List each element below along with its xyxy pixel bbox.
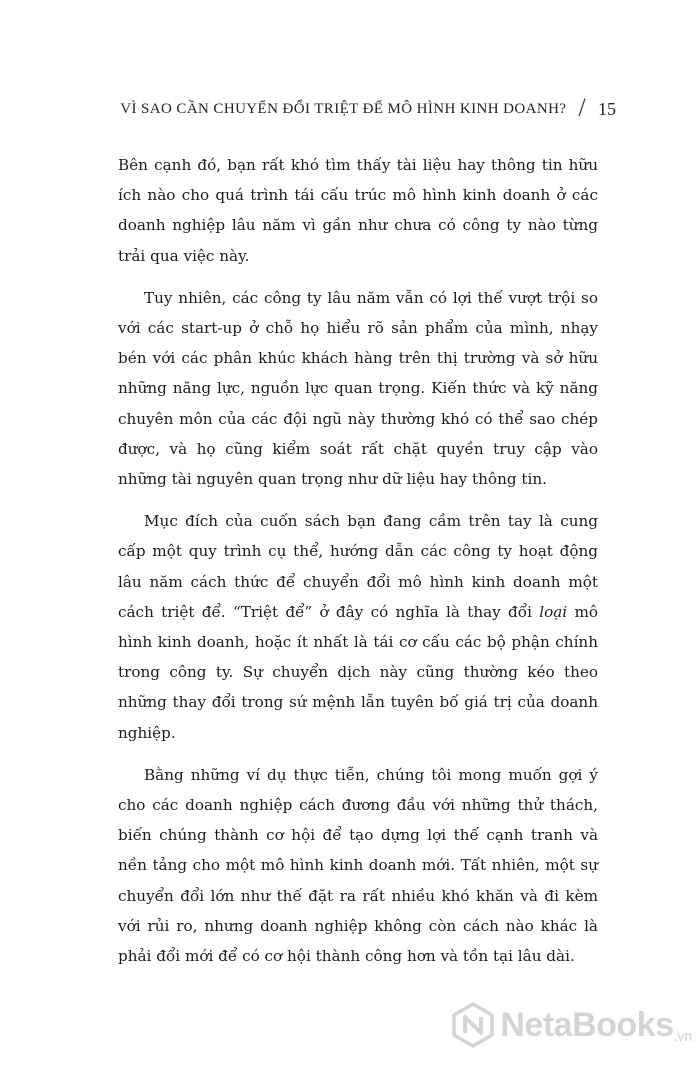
- paragraph-3-italic-word: loại: [539, 602, 568, 621]
- paragraph-2: Tuy nhiên, các công ty lâu năm vẫn có lợi thế vượt trội so với các start-up ở chỗ họ hiểu rõ sản phẩm của mình, nhạy bén với các phân khúc khách hàng trên thị trường và sở hữu những năng lực, nguồn lực quan trọng. Kiến thức và kỹ năng chuyên môn của các đội ngũ này thường khó có thể sao chép được, và họ cũng kiểm soát rất chặt quyền truy cập vào những tài nguyên quan trọng như dữ liệu hay thông tin.: [118, 288, 598, 489]
- running-header: [120, 93, 616, 122]
- chapter-title: VÌ SAO CẦN CHUYỂN ĐỔI TRIỆT ĐỂ MÔ HÌNH KINH DOANH?: [120, 100, 567, 117]
- neta-logo-icon: [450, 1002, 496, 1048]
- paragraph-3-text-end: mô hình kinh doanh, hoặc ít nhất là tái cơ cấu các bộ phận chính trong công ty. Sự chuyển dịch này cũng thường kéo theo những thay đổi trong sứ mệnh lẫn tuyên bố giá trị của doanh nghiệp.: [118, 602, 599, 742]
- watermark: [450, 1002, 692, 1048]
- page-number: 15: [598, 98, 616, 119]
- paragraph-4: Bằng những ví dụ thực tiễn, chúng tôi mong muốn gợi ý cho các doanh nghiệp cách đương đầu với những thử thách, biến chúng thành cơ hội để tạo dựng lợi thế cạnh tranh và nền tảng cho một mô hình kinh doanh mới. Tất nhiên, một sự chuyển đổi lớn như thế đặt ra rất nhiều khó khăn và đi kèm với rủi ro, nhưng doanh nghiệp không còn cách nào khác là phải đổi mới để có cơ hội thành công hơn và tồn tại lâu dài.: [118, 765, 598, 966]
- watermark-brand-tld: .vn: [673, 1027, 692, 1045]
- watermark-brand: [500, 1006, 692, 1045]
- watermark-brand-name: NetaBooks: [500, 1005, 674, 1044]
- header-separator: /: [578, 93, 586, 122]
- paragraph-3: [118, 506, 598, 748]
- body-text: [118, 150, 598, 983]
- paragraph-3-text-start: Mục đích của cuốn sách bạn đang cầm trên tay là cung cấp một quy trình cụ thể, hướng dẫn các công ty hoạt động lâu năm cách thức để chuyển đổi mô hình kinh doanh một cách triệt để. “Triệt để” ở đây có nghĩa là thay đổi: [118, 512, 598, 621]
- paragraph-1: Bên cạnh đó, bạn rất khó tìm thấy tài liệu hay thông tin hữu ích nào cho quá trình tái cấu trúc mô hình kinh doanh ở các doanh nghiệp lâu năm vì gần như chưa có công ty nào từng trải qua việc này.: [118, 156, 598, 265]
